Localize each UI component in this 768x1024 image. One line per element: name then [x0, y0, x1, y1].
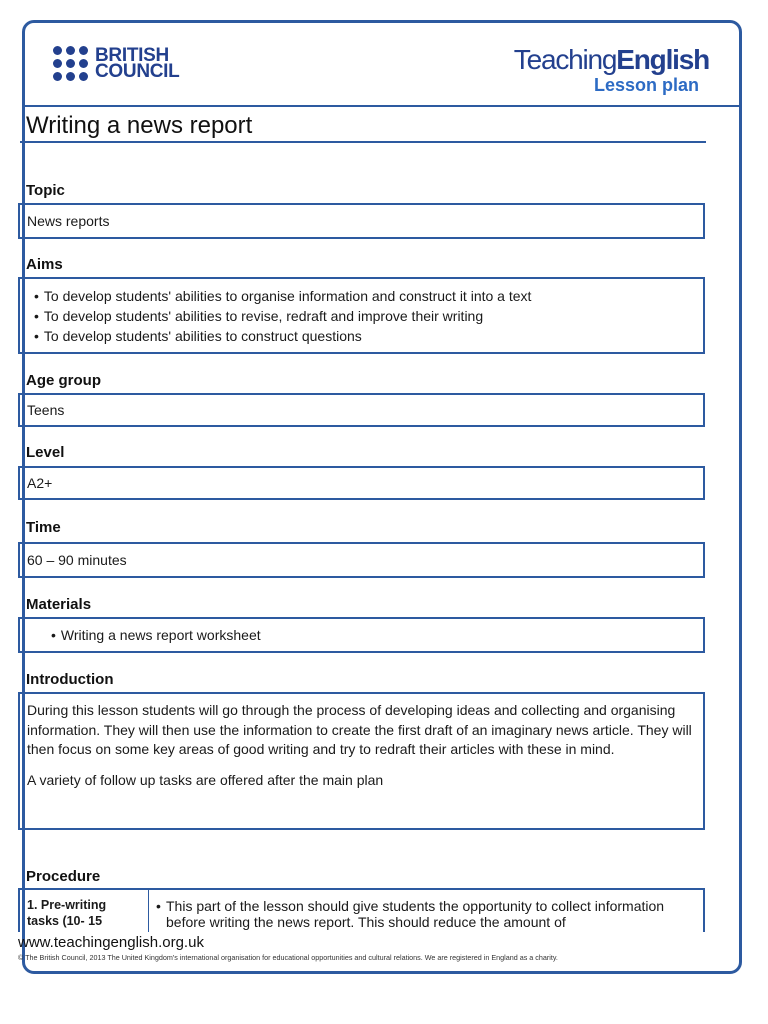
introduction-box — [18, 692, 705, 830]
procedure-step-label: 1. Pre-writing tasks (10- 15 — [27, 898, 107, 928]
introduction-label: Introduction — [26, 671, 114, 688]
time-value: 60 – 90 minutes — [27, 552, 127, 568]
procedure-label: Procedure — [26, 868, 101, 885]
age-group-box — [18, 393, 705, 427]
british-council-wordmark: BRITISH COUNCIL — [95, 44, 180, 82]
materials-label: Materials — [26, 596, 92, 613]
procedure-step-cell — [20, 890, 149, 932]
procedure-text: This part of the lesson should give students the opportunity to collect information before writing the news report. This should reduce the amount of — [166, 898, 665, 930]
age-group-label: Age group — [26, 372, 101, 389]
footer-copyright: © The British Council, 2013 The United Kingdom's international organisation for educational opportunities and cultural relations. We are registered in England as a charity. — [18, 953, 558, 962]
time-label: Time — [26, 519, 61, 536]
level-label: Level — [26, 444, 65, 461]
materials-box — [18, 617, 705, 653]
lesson-plan-subtitle: Lesson plan — [593, 75, 699, 95]
topic-value: News reports — [27, 213, 110, 229]
aims-label: Aims — [26, 256, 63, 273]
materials-list — [51, 625, 261, 645]
aims-list — [34, 286, 531, 346]
page-title: Writing a news report — [26, 112, 253, 139]
aims-box — [18, 277, 705, 354]
procedure-table: 1. Pre-writing tasks (10- 15 • This part of the lesson should give students the opportunity to collect information before writing the news report. This should reduce the amount of — [18, 888, 705, 932]
list-item: • To develop students' abilities to revise, redraft and improve their writing — [34, 306, 531, 326]
teaching-english-logo: TeachingEnglish Lesson plan — [513, 44, 709, 95]
topic-label: Topic — [26, 182, 65, 199]
list-item: • To develop students' abilities to construct questions — [34, 326, 531, 346]
list-item: • Writing a news report worksheet — [51, 625, 261, 645]
footer-url: www.teachingenglish.org.uk — [18, 934, 204, 951]
age-group-value: Teens — [27, 402, 65, 418]
introduction-paragraph: A variety of follow up tasks are offered after the main plan — [27, 771, 384, 788]
level-value: A2+ — [27, 475, 53, 491]
topic-box — [18, 203, 705, 239]
time-box — [18, 542, 705, 578]
british-council-logo — [52, 45, 179, 82]
british-council-dots-icon — [52, 45, 89, 82]
title-divider — [20, 141, 706, 143]
list-item: • To develop students' abilities to organise information and construct it into a text — [34, 286, 531, 306]
level-box — [18, 466, 705, 500]
introduction-paragraph: During this lesson students will go through the process of developing ideas and collecting and organising information. They will then use the information to create the first draft of an imaginary news article. They will then focus on some key areas of good writing and try to redraft their articles with these in mind. — [27, 702, 692, 757]
header — [25, 23, 739, 107]
introduction-content — [27, 701, 697, 790]
